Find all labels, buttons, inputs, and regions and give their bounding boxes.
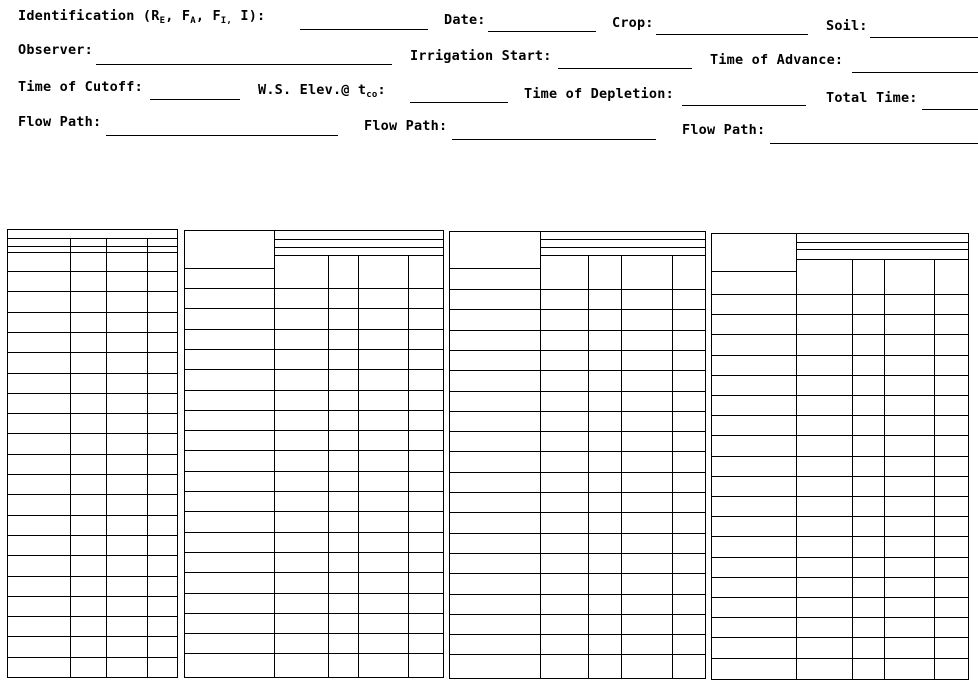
grid-row-line <box>450 370 705 371</box>
data-grid-3 <box>449 231 706 679</box>
grid-row-line <box>185 369 443 370</box>
grid-row-line <box>185 430 443 431</box>
grid-column-line <box>934 259 935 679</box>
grid-column-line <box>796 259 797 679</box>
grid-row-line <box>712 395 968 396</box>
grid-row-line <box>450 431 705 432</box>
grid-row-line <box>185 329 443 330</box>
time-of-advance-field[interactable] <box>852 72 978 73</box>
grid-header-line <box>8 238 177 239</box>
grid-row-line <box>712 637 968 638</box>
grid-row-line <box>450 614 705 615</box>
grid-row-line <box>712 557 968 558</box>
grid-row-line <box>450 451 705 452</box>
grid-row-line <box>185 491 443 492</box>
grid-row-line <box>712 536 968 537</box>
flow-path-1-field[interactable] <box>106 135 338 136</box>
grid-row-line <box>712 375 968 376</box>
grid-header-line <box>274 239 443 240</box>
grid-row-line <box>712 577 968 578</box>
flow-path-1-label: Flow Path: <box>18 114 102 130</box>
grid-row-line <box>8 373 177 374</box>
grid-row-line <box>450 553 705 554</box>
grid-row-line <box>712 476 968 477</box>
grid-header-box <box>712 234 797 272</box>
grid-row-line <box>712 658 968 659</box>
flow-path-2-field[interactable] <box>452 139 656 140</box>
grid-row-line <box>8 515 177 516</box>
flow-path-2-label: Flow Path: <box>364 118 448 134</box>
grid-row-line <box>450 492 705 493</box>
time-of-advance-label: Time of Advance: <box>710 52 844 68</box>
grid-row-line <box>450 411 705 412</box>
time-of-depletion-label: Time of Depletion: <box>524 86 674 102</box>
grid-row-line <box>8 474 177 475</box>
observer-label: Observer: <box>18 42 93 58</box>
grid-row-line <box>450 472 705 473</box>
grid-row-line <box>450 512 705 513</box>
header-row-flow-paths <box>0 113 978 137</box>
grid-row-line <box>712 617 968 618</box>
grid-row-line <box>8 352 177 353</box>
grid-row-line <box>185 349 443 350</box>
grid-row-line <box>712 516 968 517</box>
observer-field[interactable] <box>96 64 392 65</box>
grid-column-line <box>70 238 71 677</box>
flow-path-3-field[interactable] <box>770 143 978 144</box>
ws-elev-field[interactable] <box>410 102 508 103</box>
grid-row-line <box>8 332 177 333</box>
irrigation-start-label: Irrigation Start: <box>410 48 552 64</box>
ws-elev-label: W.S. Elev.@ $t_{co}$: <box>258 82 386 100</box>
flow-path-3-label: Flow Path: <box>682 122 766 138</box>
header-row-cutoff <box>0 78 978 106</box>
grid-header-line <box>796 259 968 260</box>
grid-row-line <box>8 596 177 597</box>
grid-row-line <box>450 330 705 331</box>
total-time-label: Total Time: <box>826 90 918 106</box>
grid-header-box <box>450 232 541 269</box>
grid-row-line <box>8 454 177 455</box>
grid-row-line <box>712 496 968 497</box>
grid-row-line <box>712 294 968 295</box>
date-label: Date: <box>444 12 486 28</box>
grid-row-line <box>712 334 968 335</box>
time-of-depletion-field[interactable] <box>682 105 806 106</box>
identification-label: Identification ($R_E$, $F_A$, $F_{I,}$ I): <box>18 8 266 26</box>
total-time-field[interactable] <box>922 109 978 110</box>
grid-column-line <box>884 259 885 679</box>
grid-row-line <box>712 597 968 598</box>
grid-row-line <box>185 613 443 614</box>
grid-row-line <box>450 594 705 595</box>
grid-row-line <box>450 634 705 635</box>
grid-row-line <box>712 314 968 315</box>
grid-row-line <box>8 616 177 617</box>
grid-row-line <box>8 494 177 495</box>
grid-header-line <box>796 242 968 243</box>
header-row-observer <box>0 42 978 66</box>
data-grid-2 <box>184 230 444 678</box>
grid-row-line <box>8 535 177 536</box>
grid-row-line <box>8 433 177 434</box>
soil-label: Soil: <box>826 18 868 34</box>
grid-row-line <box>185 308 443 309</box>
grid-row-line <box>8 576 177 577</box>
irrigation-start-field[interactable] <box>558 68 692 69</box>
grid-row-line <box>185 532 443 533</box>
crop-field[interactable] <box>656 34 808 35</box>
grid-row-line <box>185 593 443 594</box>
date-field[interactable] <box>488 31 596 32</box>
grid-row-line <box>712 355 968 356</box>
grid-row-line <box>8 291 177 292</box>
grid-row-line <box>450 309 705 310</box>
grid-row-line <box>712 415 968 416</box>
data-grid-4 <box>711 233 969 680</box>
grid-row-line <box>185 552 443 553</box>
crop-label: Crop: <box>612 15 654 31</box>
soil-field[interactable] <box>870 37 978 38</box>
grid-row-line <box>8 413 177 414</box>
grid-column-line <box>147 238 148 677</box>
grid-column-line <box>106 238 107 677</box>
grid-row-line <box>8 657 177 658</box>
grid-row-line <box>8 393 177 394</box>
grid-row-line <box>185 572 443 573</box>
grid-header-line <box>796 249 968 250</box>
grid-row-line <box>185 288 443 289</box>
grid-header-line <box>540 255 705 256</box>
grid-row-line <box>8 271 177 272</box>
grid-row-line <box>185 390 443 391</box>
header-row-identification <box>0 7 978 34</box>
identification-field[interactable] <box>300 29 428 30</box>
grid-row-line <box>185 410 443 411</box>
grid-row-line <box>450 289 705 290</box>
grid-column-line <box>852 259 853 679</box>
grid-header-line <box>8 252 177 253</box>
grid-row-line <box>450 391 705 392</box>
grid-row-line <box>185 450 443 451</box>
grid-row-line <box>450 533 705 534</box>
grid-row-line <box>185 653 443 654</box>
grid-row-line <box>8 312 177 313</box>
grid-row-line <box>450 350 705 351</box>
time-of-cutoff-label: Time of Cutoff: <box>18 79 143 95</box>
grid-row-line <box>185 471 443 472</box>
grid-row-line <box>185 633 443 634</box>
grid-row-line <box>712 435 968 436</box>
data-grid-1 <box>7 229 178 678</box>
grid-row-line <box>450 573 705 574</box>
grid-header-line <box>540 239 705 240</box>
time-of-cutoff-field[interactable] <box>150 99 240 100</box>
grid-row-line <box>712 456 968 457</box>
grid-header-line <box>540 247 705 248</box>
grid-row-line <box>450 654 705 655</box>
grid-header-line <box>274 247 443 248</box>
grid-row-line <box>8 555 177 556</box>
grid-header-line <box>8 246 177 247</box>
grid-row-line <box>185 511 443 512</box>
grid-row-line <box>8 636 177 637</box>
grid-header-box <box>185 231 275 269</box>
